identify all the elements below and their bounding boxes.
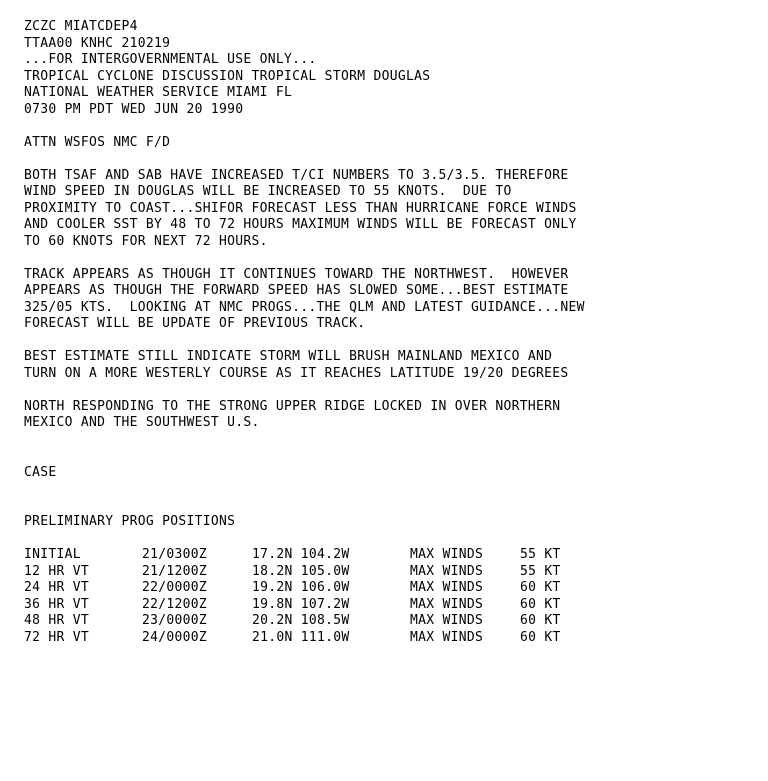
- position-cell: 21.0N 111.0W: [252, 629, 350, 645]
- winds-cell: 55 KT: [520, 547, 561, 562]
- discussion-document: [24, 19, 760, 646]
- position-cell: 20.2N 108.5W: [252, 613, 350, 628]
- winds-label-cell: MAX WINDS: [410, 629, 484, 645]
- winds-cell: 55 KT: [520, 563, 561, 579]
- position-cell: 18.2N 105.0W: [252, 563, 350, 579]
- paragraph-line: TO 60 KNOTS FOR NEXT 72 HOURS.: [24, 233, 268, 249]
- table-row: [24, 630, 610, 647]
- position-cell: 19.8N 107.2W: [252, 596, 350, 612]
- attention-line: ATTN WSFOS NMC F/D: [24, 134, 171, 150]
- period-cell: 12 HR VT: [24, 563, 90, 579]
- paragraph-line: NORTH RESPONDING TO THE STRONG UPPER RIDGE LOCKED IN OVER NORTHERN: [24, 398, 561, 414]
- winds-label-cell: MAX WINDS: [410, 563, 484, 579]
- header-line: ...FOR INTERGOVERNMENTAL USE ONLY...: [24, 52, 317, 67]
- winds-cell: 60 KT: [520, 580, 561, 595]
- position-cell: 17.2N 104.2W: [252, 547, 350, 562]
- paragraph-line: BOTH TSAF AND SAB HAVE INCREASED T/CI NUMBERS TO 3.5/3.5. THEREFORE: [24, 167, 569, 183]
- winds-cell: 60 KT: [520, 629, 561, 645]
- issue-time: 0730 PM PDT WED JUN 20 1990: [24, 101, 244, 117]
- paragraph-line: TRACK APPEARS AS THOUGH IT CONTINUES TOWARD THE NORTHWEST. HOWEVER: [24, 266, 569, 282]
- period-cell: 36 HR VT: [24, 596, 90, 612]
- discussion-paragraph: [24, 267, 760, 333]
- header-line: TTAA00 KNHC 210219: [24, 35, 171, 51]
- discussion-paragraph: [24, 349, 760, 382]
- period-cell: 48 HR VT: [24, 613, 90, 628]
- winds-cell: 60 KT: [520, 596, 561, 612]
- paragraph-line: MEXICO AND THE SOUTHWEST U.S.: [24, 415, 260, 430]
- paragraph-line: BEST ESTIMATE STILL INDICATE STORM WILL BRUSH MAINLAND MEXICO AND: [24, 349, 553, 364]
- period-cell: 24 HR VT: [24, 580, 90, 595]
- time-cell: 21/1200Z: [142, 563, 208, 579]
- time-cell: 22/0000Z: [142, 580, 208, 595]
- period-cell: INITIAL: [24, 547, 81, 562]
- paragraph-line: TURN ON A MORE WESTERLY COURSE AS IT REACHES LATITUDE 19/20 DEGREES: [24, 365, 569, 381]
- header-line: NATIONAL WEATHER SERVICE MIAMI FL: [24, 85, 293, 100]
- table-row: [24, 613, 610, 630]
- winds-label-cell: MAX WINDS: [410, 613, 484, 628]
- header-line: TROPICAL CYCLONE DISCUSSION TROPICAL STORM DOUGLAS: [24, 68, 431, 84]
- discussion-paragraph: [24, 168, 760, 251]
- prog-positions-table: [24, 547, 610, 646]
- table-row: [24, 564, 610, 581]
- period-cell: 72 HR VT: [24, 629, 90, 645]
- paragraph-line: PROXIMITY TO COAST...SHIFOR FORECAST LESS THAN HURRICANE FORCE WINDS: [24, 200, 577, 216]
- time-cell: 21/0300Z: [142, 547, 208, 562]
- winds-label-cell: MAX WINDS: [410, 596, 484, 612]
- paragraph-line: FORECAST WILL BE UPDATE OF PREVIOUS TRACK.: [24, 316, 366, 331]
- table-row: [24, 580, 610, 597]
- time-cell: 23/0000Z: [142, 613, 208, 628]
- paragraph-line: WIND SPEED IN DOUGLAS WILL BE INCREASED TO 55 KNOTS. DUE TO: [24, 184, 512, 199]
- table-row: [24, 597, 610, 614]
- time-cell: 22/1200Z: [142, 596, 208, 612]
- table-row: [24, 547, 610, 564]
- position-cell: 19.2N 106.0W: [252, 580, 350, 595]
- forecaster-signature: CASE: [24, 464, 57, 480]
- paragraph-line: 325/05 KTS. LOOKING AT NMC PROGS...THE QLM AND LATEST GUIDANCE...NEW: [24, 299, 585, 315]
- paragraph-line: AND COOLER SST BY 48 TO 72 HOURS MAXIMUM WINDS WILL BE FORECAST ONLY: [24, 217, 577, 232]
- bulletin-header: [24, 19, 760, 118]
- winds-label-cell: MAX WINDS: [410, 547, 484, 562]
- header-line: ZCZC MIATCDEP4: [24, 19, 138, 34]
- prog-title: PRELIMINARY PROG POSITIONS: [24, 514, 236, 529]
- discussion-paragraph: [24, 399, 760, 432]
- winds-label-cell: MAX WINDS: [410, 580, 484, 595]
- paragraph-line: APPEARS AS THOUGH THE FORWARD SPEED HAS SLOWED SOME...BEST ESTIMATE: [24, 283, 569, 298]
- time-cell: 24/0000Z: [142, 629, 208, 645]
- winds-cell: 60 KT: [520, 613, 561, 628]
